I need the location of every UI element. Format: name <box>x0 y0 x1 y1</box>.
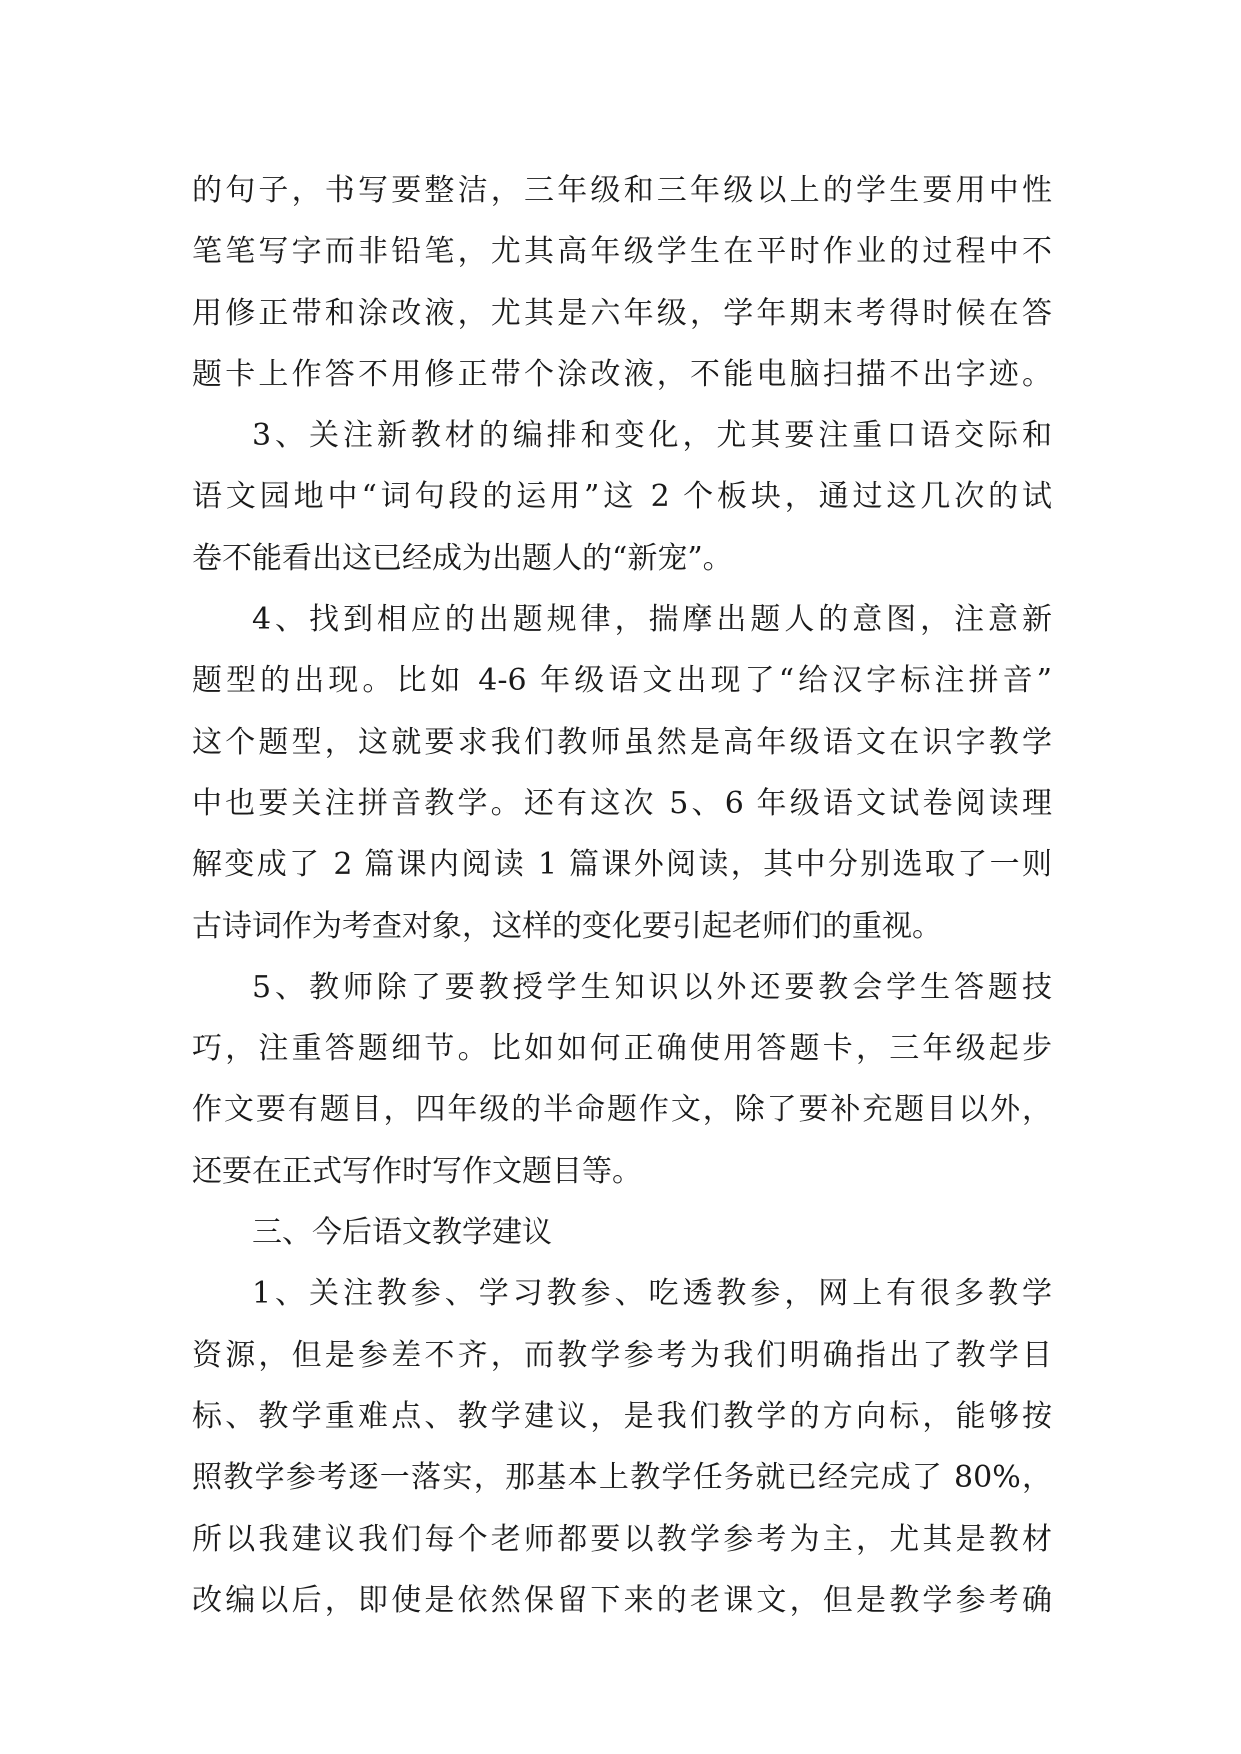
text-line: 题卡上作答不用修正带个涂改液，不能电脑扫描不出字迹。 <box>192 356 1052 392</box>
text-line: 题型的出现。比如 4-6 年级语文出现了“给汉字标注拼音” <box>192 663 1052 699</box>
text-line: 巧，注重答题细节。比如如何正确使用答题卡，三年级起步 <box>192 1031 1052 1067</box>
text-line: 作文要有题目，四年级的半命题作文，除了要补充题目以外， <box>192 1092 1052 1128</box>
text-line: 改编以后，即使是依然保留下来的老课文，但是教学参考确 <box>192 1582 1052 1618</box>
text-line: 解变成了 2 篇课内阅读 1 篇课外阅读，其中分别选取了一则 <box>192 847 1052 883</box>
text-line: 古诗词作为考查对象，这样的变化要引起老师们的重视。 <box>192 908 942 944</box>
text-line: 卷不能看出这已经成为出题人的“新宠”。 <box>192 540 733 576</box>
text-line: 3、关注新教材的编排和变化，尤其要注重口语交际和 <box>252 418 1052 454</box>
text-line: 的句子，书写要整洁，三年级和三年级以上的学生要用中性 <box>192 173 1052 208</box>
text-line: 还要在正式写作时写作文题目等。 <box>192 1153 642 1189</box>
text-line: 用修正带和涂改液，尤其是六年级，学年期末考得时候在答 <box>192 295 1052 331</box>
text-line: 中也要关注拼音教学。还有这次 5、6 年级语文试卷阅读理 <box>192 785 1052 821</box>
text-line: 5、教师除了要教授学生知识以外还要教会学生答题技 <box>252 969 1052 1005</box>
text-line: 标、教学重难点、教学建议，是我们教学的方向标，能够按 <box>192 1398 1052 1434</box>
text-line: 4、找到相应的出题规律，揣摩出题人的意图，注意新 <box>252 602 1052 638</box>
text-line: 1、关注教参、学习教参、吃透教参，网上有很多教学 <box>252 1276 1052 1312</box>
body-text <box>192 160 1052 1631</box>
text-line: 所以我建议我们每个老师都要以教学参考为主，尤其是教材 <box>192 1521 1052 1557</box>
text-line: 资源，但是参差不齐，而教学参考为我们明确指出了教学目 <box>192 1337 1052 1373</box>
text-line: 照教学参考逐一落实，那基本上教学任务就已经完成了 80%， <box>192 1460 1052 1496</box>
text-line: 笔笔写字而非铅笔，尤其高年级学生在平时作业的过程中不 <box>192 234 1052 270</box>
text-line: 语文园地中“词句段的运用”这 2 个板块，通过这几次的试 <box>192 479 1052 515</box>
text-line: 三、今后语文教学建议 <box>252 1215 552 1251</box>
text-line: 这个题型，这就要求我们教师虽然是高年级语文在识字教学 <box>192 724 1052 760</box>
